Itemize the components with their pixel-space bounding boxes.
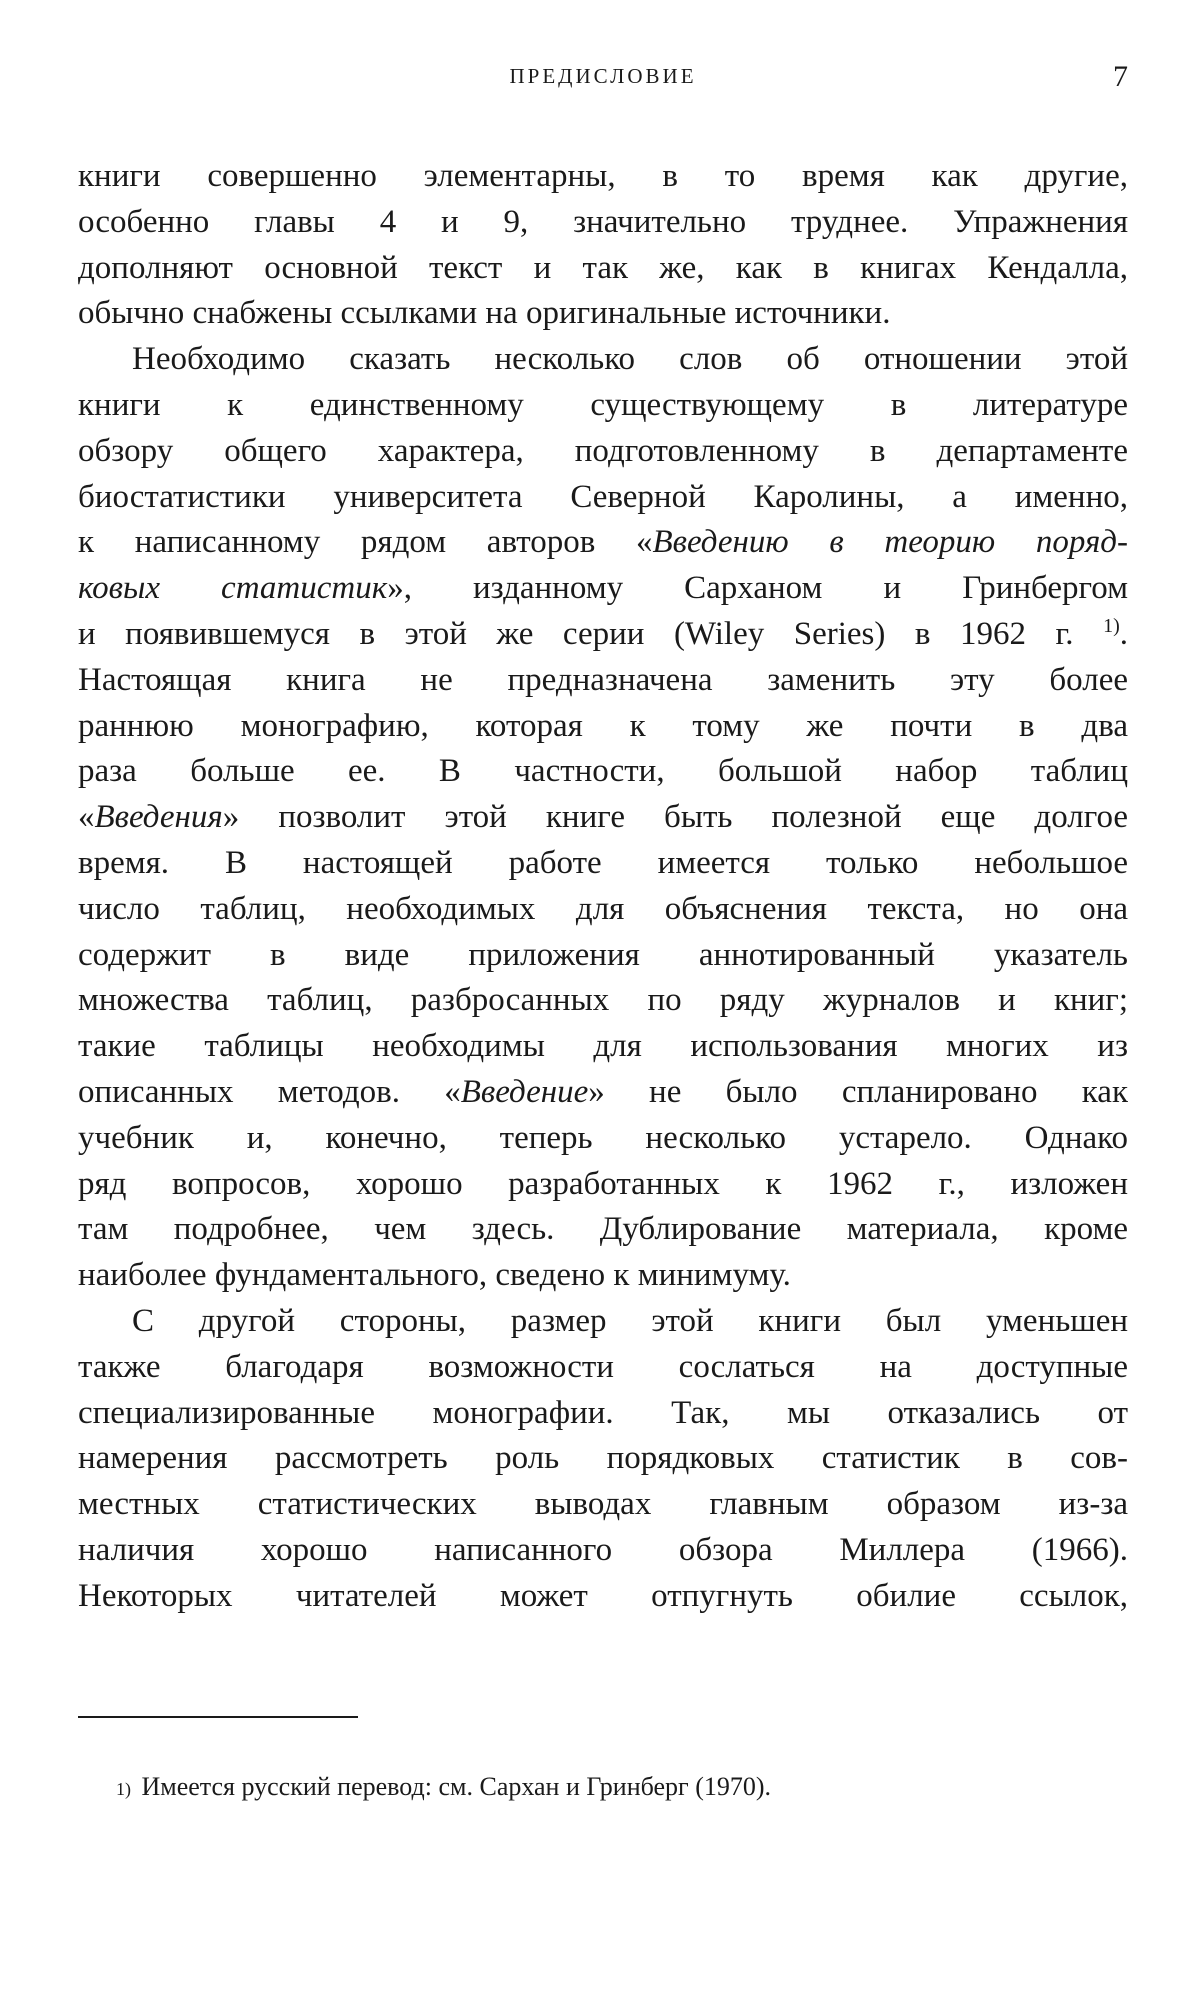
- running-title: ПРЕДИСЛОВИЕ: [509, 64, 697, 88]
- text-line: особенно главы 4 и 9, значительно труднее. Упражнения: [78, 203, 1128, 240]
- text-line: ряд вопросов, хорошо разработанных к 1962 г., изложен: [78, 1165, 1128, 1202]
- text-line: раза больше ее. В частности, большой набор таблиц: [78, 753, 1128, 790]
- text-line: намерения рассмотреть роль порядковых статистик в сов-: [78, 1440, 1128, 1477]
- text-line: такие таблицы необходимы для использования многих из: [78, 1028, 1128, 1065]
- text-run: » позволит этой книге быть полезной еще долгое: [222, 799, 1128, 836]
- text-line: специализированные монографии. Так, мы отказались от: [78, 1394, 1128, 1431]
- text-line: наиболее фундаментального, сведено к минимуму.: [78, 1257, 791, 1294]
- text-line: С другой стороны, размер этой книги был уменьшен: [132, 1302, 1128, 1339]
- text-line: [78, 795, 1128, 841]
- italic-title: ковых статистик: [78, 570, 388, 607]
- text-line: [78, 1070, 1128, 1116]
- footnote-divider: [78, 1716, 358, 1718]
- text-run: описанных методов. «: [78, 1073, 461, 1110]
- text-line: Необходимо сказать несколько слов об отношении этой: [132, 341, 1128, 378]
- text-run: к написанному рядом авторов «: [78, 524, 653, 561]
- text-line: число таблиц, необходимых для объяснения текста, но она: [78, 890, 1128, 927]
- footnote-reference: 1): [1103, 614, 1120, 637]
- text-line: дополняют основной текст и так же, как в книгах Кендалла,: [78, 249, 1128, 286]
- text-line: [78, 520, 1128, 566]
- text-line: Некоторых читателей может отпугнуть обилие ссылок,: [78, 1577, 1128, 1614]
- page-number: 7: [1113, 60, 1128, 93]
- footnote-marker: 1): [116, 1779, 131, 1799]
- text-run: .: [1119, 615, 1128, 652]
- running-head: [78, 60, 1128, 100]
- text-line: также благодаря возможности сослаться на доступные: [78, 1348, 1128, 1385]
- text-run: «: [78, 799, 95, 836]
- text-run: », изданному Сарханом и Гринбергом: [387, 570, 1128, 607]
- text-line: [78, 566, 1128, 612]
- text-line: Настоящая книга не предназначена заменить эту более: [78, 661, 1128, 698]
- text-line: обычно снабжены ссылками на оригинальные источники.: [78, 295, 891, 332]
- text-line: время. В настоящей работе имеется только небольшое: [78, 844, 1128, 881]
- italic-title: Введение: [460, 1073, 589, 1110]
- text-line: множества таблиц, разбросанных по ряду журналов и книг;: [78, 982, 1128, 1019]
- text-run: » не было спланировано как: [588, 1073, 1128, 1110]
- text-line: книги совершенно элементарны, в то время как другие,: [78, 158, 1128, 194]
- text-line: раннюю монографию, которая к тому же почти в два: [78, 707, 1128, 744]
- text-line: книги к единственному существующему в литературе: [78, 386, 1128, 423]
- text-run: и появившемуся в этой же серии (Wiley Series) в 1962 г.: [78, 615, 1104, 652]
- text-line: учебник и, конечно, теперь несколько устарело. Однако: [78, 1119, 1128, 1156]
- body-text: [78, 154, 1128, 1620]
- italic-title: Введению в теорию поряд-: [652, 524, 1128, 561]
- text-line: содержит в виде приложения аннотированный указатель: [78, 936, 1128, 973]
- text-line: местных статистических выводах главным образом из-за: [78, 1486, 1128, 1523]
- text-line: биостатистики университета Северной Каролины, а именно,: [78, 478, 1128, 515]
- text-line: наличия хорошо написанного обзора Миллера (1966).: [78, 1531, 1128, 1568]
- footnote: [116, 1770, 1116, 1804]
- text-line: [78, 612, 1128, 658]
- text-line: там подробнее, чем здесь. Дублирование материала, кроме: [78, 1211, 1128, 1248]
- italic-title: Введения: [94, 799, 223, 836]
- text-line: обзору общего характера, подготовленному в департаменте: [78, 432, 1128, 469]
- footnote-text: Имеется русский перевод: см. Сархан и Гринберг (1970).: [141, 1772, 772, 1801]
